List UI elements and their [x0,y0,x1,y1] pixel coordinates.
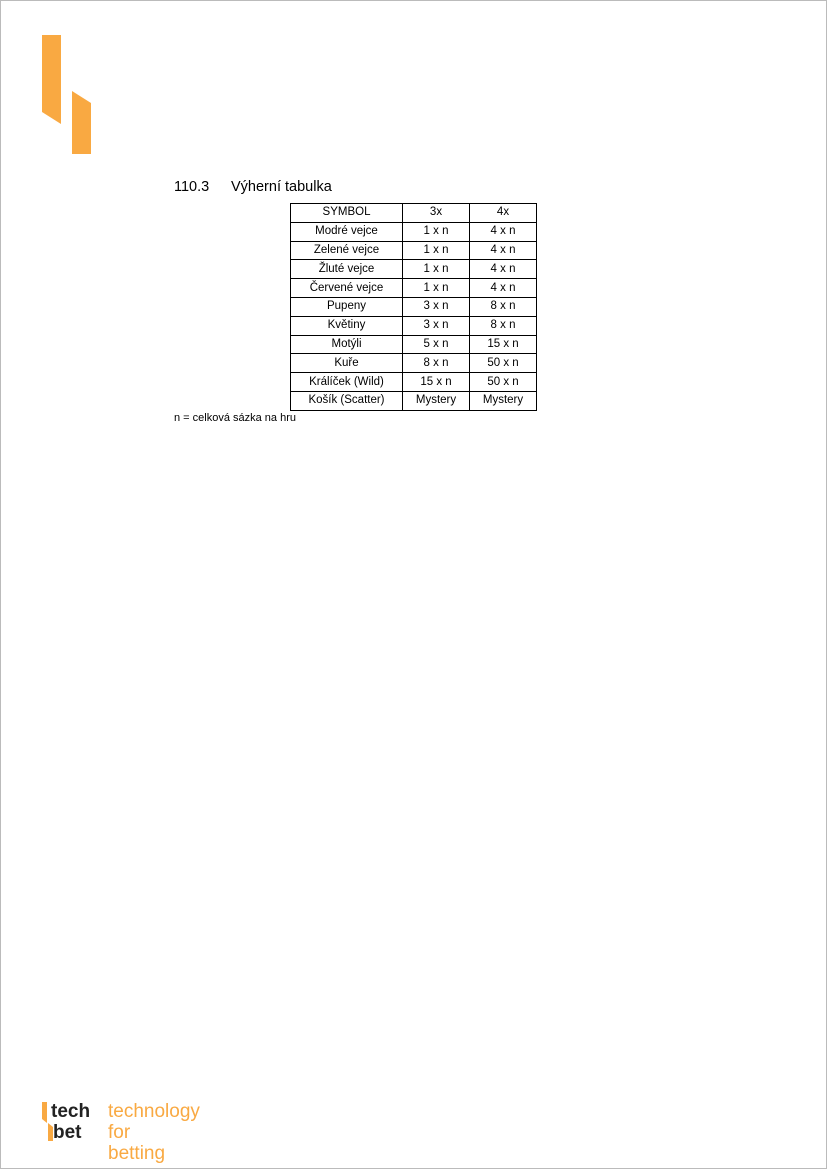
table-cell: Kuře [291,354,403,373]
table-cell: 8 x n [470,316,537,335]
section-heading [174,179,332,195]
table-cell: Červené vejce [291,279,403,298]
table-cell: 4x [470,204,537,223]
logo-text-bet: bet [53,1122,82,1143]
table-row [291,391,537,410]
table-cell: 50 x n [470,373,537,392]
table-cell: 15 x n [403,373,470,392]
table-cell: SYMBOL [291,204,403,223]
table-cell: 3x [403,204,470,223]
table-header-row [291,204,537,223]
table-row [291,316,537,335]
table-cell: Králíček (Wild) [291,373,403,392]
table-cell: 50 x n [470,354,537,373]
table-row [291,279,537,298]
table-cell: 8 x n [470,297,537,316]
table-cell: Motýli [291,335,403,354]
table-row [291,335,537,354]
table-cell: 4 x n [470,241,537,260]
table-note: n = celková sázka na hru [174,412,296,424]
table-cell: 1 x n [403,260,470,279]
table-row [291,241,537,260]
table-cell: Mystery [470,391,537,410]
table-cell: 3 x n [403,297,470,316]
logo-text-tech: tech [51,1101,91,1122]
table-cell: Modré vejce [291,222,403,241]
table-row [291,222,537,241]
table-row [291,260,537,279]
table-row [291,354,537,373]
table-cell: 15 x n [470,335,537,354]
table-cell: Košík (Scatter) [291,391,403,410]
brand-mark-icon [39,33,95,157]
table-cell: 4 x n [470,260,537,279]
table-cell: 3 x n [403,316,470,335]
table-cell: 4 x n [470,279,537,298]
table-cell: Květiny [291,316,403,335]
table-cell: 8 x n [403,354,470,373]
table-cell: Žluté vejce [291,260,403,279]
paytable [290,203,537,411]
table-cell: 1 x n [403,241,470,260]
table-row [291,373,537,392]
table-cell: 4 x n [470,222,537,241]
table-cell: Mystery [403,391,470,410]
tagline-2: for betting [108,1122,166,1164]
section-number: 110.3 [174,179,210,195]
table-cell: 1 x n [403,279,470,298]
table-cell: 1 x n [403,222,470,241]
table-row [291,297,537,316]
section-title: Výherní tabulka [231,179,332,195]
tagline-1: technology [108,1101,200,1122]
table-cell: 5 x n [403,335,470,354]
table-cell: Zelené vejce [291,241,403,260]
table-cell: Pupeny [291,297,403,316]
